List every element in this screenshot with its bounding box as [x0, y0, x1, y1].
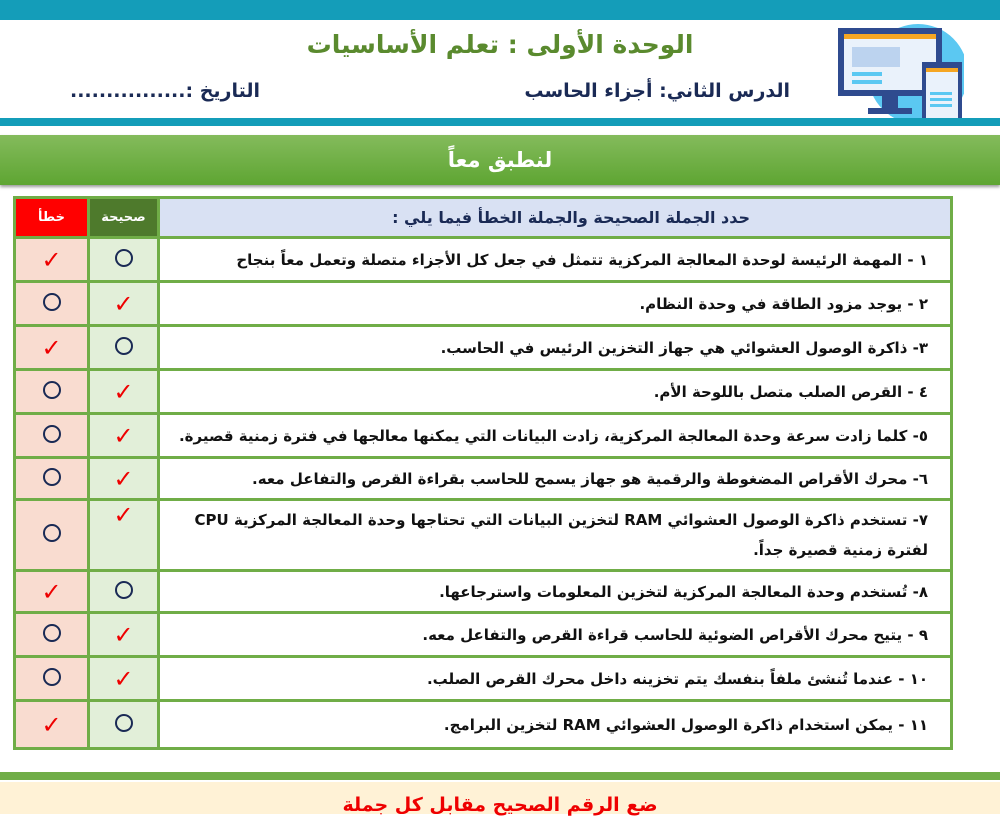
table-row: [15, 414, 952, 458]
circle-icon: [43, 293, 61, 311]
statement-text: ٣- ذاكرة الوصول العشوائي هي جهاز التخزين الرئيس في الحاسب.: [159, 326, 952, 370]
lesson-title: الدرس الثاني: أجزاء الحاسب: [524, 80, 790, 102]
table-row: [15, 238, 952, 282]
circle-icon: [115, 249, 133, 267]
table-row: [15, 571, 952, 613]
checkmark-icon: ✓: [41, 245, 62, 274]
table-row: [15, 500, 952, 571]
circle-icon: [43, 468, 61, 486]
statement-text: ٨- تُستخدم وحدة المعالجة المركزية لتخزين المعلومات واسترجاعها.: [159, 571, 952, 613]
statement-text: ١ - المهمة الرئيسة لوحدة المعالجة المركزية تتمثل في جعل كل الأجزاء متصلة وتعمل معاً بنجاح: [159, 238, 952, 282]
true-option[interactable]: [89, 458, 159, 500]
table-row: [15, 282, 952, 326]
statement-text: ٩ - يتيح محرك الأقراص الضوئية للحاسب قراءة القرص والتفاعل معه.: [159, 613, 952, 657]
false-option[interactable]: [15, 238, 89, 282]
true-option[interactable]: [89, 326, 159, 370]
unit-title: الوحدة الأولى : تعلم الأساسيات: [306, 30, 694, 59]
checkmark-icon: ✓: [113, 421, 134, 450]
true-option[interactable]: [89, 370, 159, 414]
checkmark-icon: ✓: [113, 289, 134, 318]
true-option[interactable]: [89, 500, 159, 571]
checkmark-icon: ✓: [113, 501, 134, 529]
false-option[interactable]: [15, 613, 89, 657]
table-row: [15, 613, 952, 657]
true-option[interactable]: [89, 414, 159, 458]
statement-text: ١٠ - عندما تُنشئ ملفاً بنفسك يتم تخزينه داخل محرك القرص الصلب.: [159, 657, 952, 701]
checkmark-icon: ✓: [113, 620, 134, 649]
date-field: التاريخ :................: [70, 80, 260, 102]
false-option[interactable]: [15, 370, 89, 414]
false-option[interactable]: [15, 500, 89, 571]
circle-icon: [115, 581, 133, 599]
instruction-header: حدد الجملة الصحيحة والجملة الخطأ فيما يلي :: [159, 198, 952, 238]
true-option[interactable]: [89, 613, 159, 657]
next-exercise-title: ضع الرقم الصحيح مقابل كل جملة: [0, 782, 1000, 814]
true-option[interactable]: [89, 571, 159, 613]
false-option[interactable]: [15, 701, 89, 749]
false-option[interactable]: [15, 657, 89, 701]
statement-text: ٦- محرك الأقراص المضغوطة والرقمية هو جهاز يسمح للحاسب بقراءة القرص والتفاعل معه.: [159, 458, 952, 500]
divider-bar: [0, 772, 1000, 780]
statement-text: ٢ - يوجد مزود الطاقة في وحدة النظام.: [159, 282, 952, 326]
computer-icon: [832, 22, 964, 126]
statement-text: ١١ - يمكن استخدام ذاكرة الوصول العشوائي RAM لتخزين البرامج.: [159, 701, 952, 749]
circle-icon: [115, 714, 133, 732]
top-bar: [0, 0, 1000, 20]
header-band: [0, 118, 1000, 126]
true-option[interactable]: [89, 238, 159, 282]
true-column-header: صحيحة: [89, 198, 159, 238]
false-option[interactable]: [15, 458, 89, 500]
true-false-table: [13, 196, 953, 750]
checkmark-icon: ✓: [41, 577, 62, 606]
false-column-header: خطأ: [15, 198, 89, 238]
circle-icon: [43, 524, 61, 542]
true-option[interactable]: [89, 657, 159, 701]
circle-icon: [43, 668, 61, 686]
checkmark-icon: ✓: [41, 710, 62, 739]
table-row: [15, 370, 952, 414]
checkmark-icon: ✓: [113, 664, 134, 693]
circle-icon: [43, 425, 61, 443]
statement-text: ٧- تستخدم ذاكرة الوصول العشوائي RAM لتخزين البيانات التي تحتاجها وحدة المعالجة المركزية CPU لفترة زمنية قصيرة جداً.: [159, 500, 952, 571]
checkmark-icon: ✓: [41, 333, 62, 362]
checkmark-icon: ✓: [113, 464, 134, 493]
true-option[interactable]: [89, 282, 159, 326]
circle-icon: [115, 337, 133, 355]
true-option[interactable]: [89, 701, 159, 749]
statement-text: ٥- كلما زادت سرعة وحدة المعالجة المركزية، زادت البيانات التي يمكنها معالجها في فترة زمنية قصيرة.: [159, 414, 952, 458]
table-row: [15, 657, 952, 701]
false-option[interactable]: [15, 326, 89, 370]
false-option[interactable]: [15, 414, 89, 458]
table-row: [15, 458, 952, 500]
circle-icon: [43, 624, 61, 642]
statement-text: ٤ - القرص الصلب متصل باللوحة الأم.: [159, 370, 952, 414]
circle-icon: [43, 381, 61, 399]
false-option[interactable]: [15, 571, 89, 613]
table-row: [15, 701, 952, 749]
checkmark-icon: ✓: [113, 377, 134, 406]
section-banner: لنطبق معاً: [0, 135, 1000, 185]
false-option[interactable]: [15, 282, 89, 326]
table-row: [15, 326, 952, 370]
